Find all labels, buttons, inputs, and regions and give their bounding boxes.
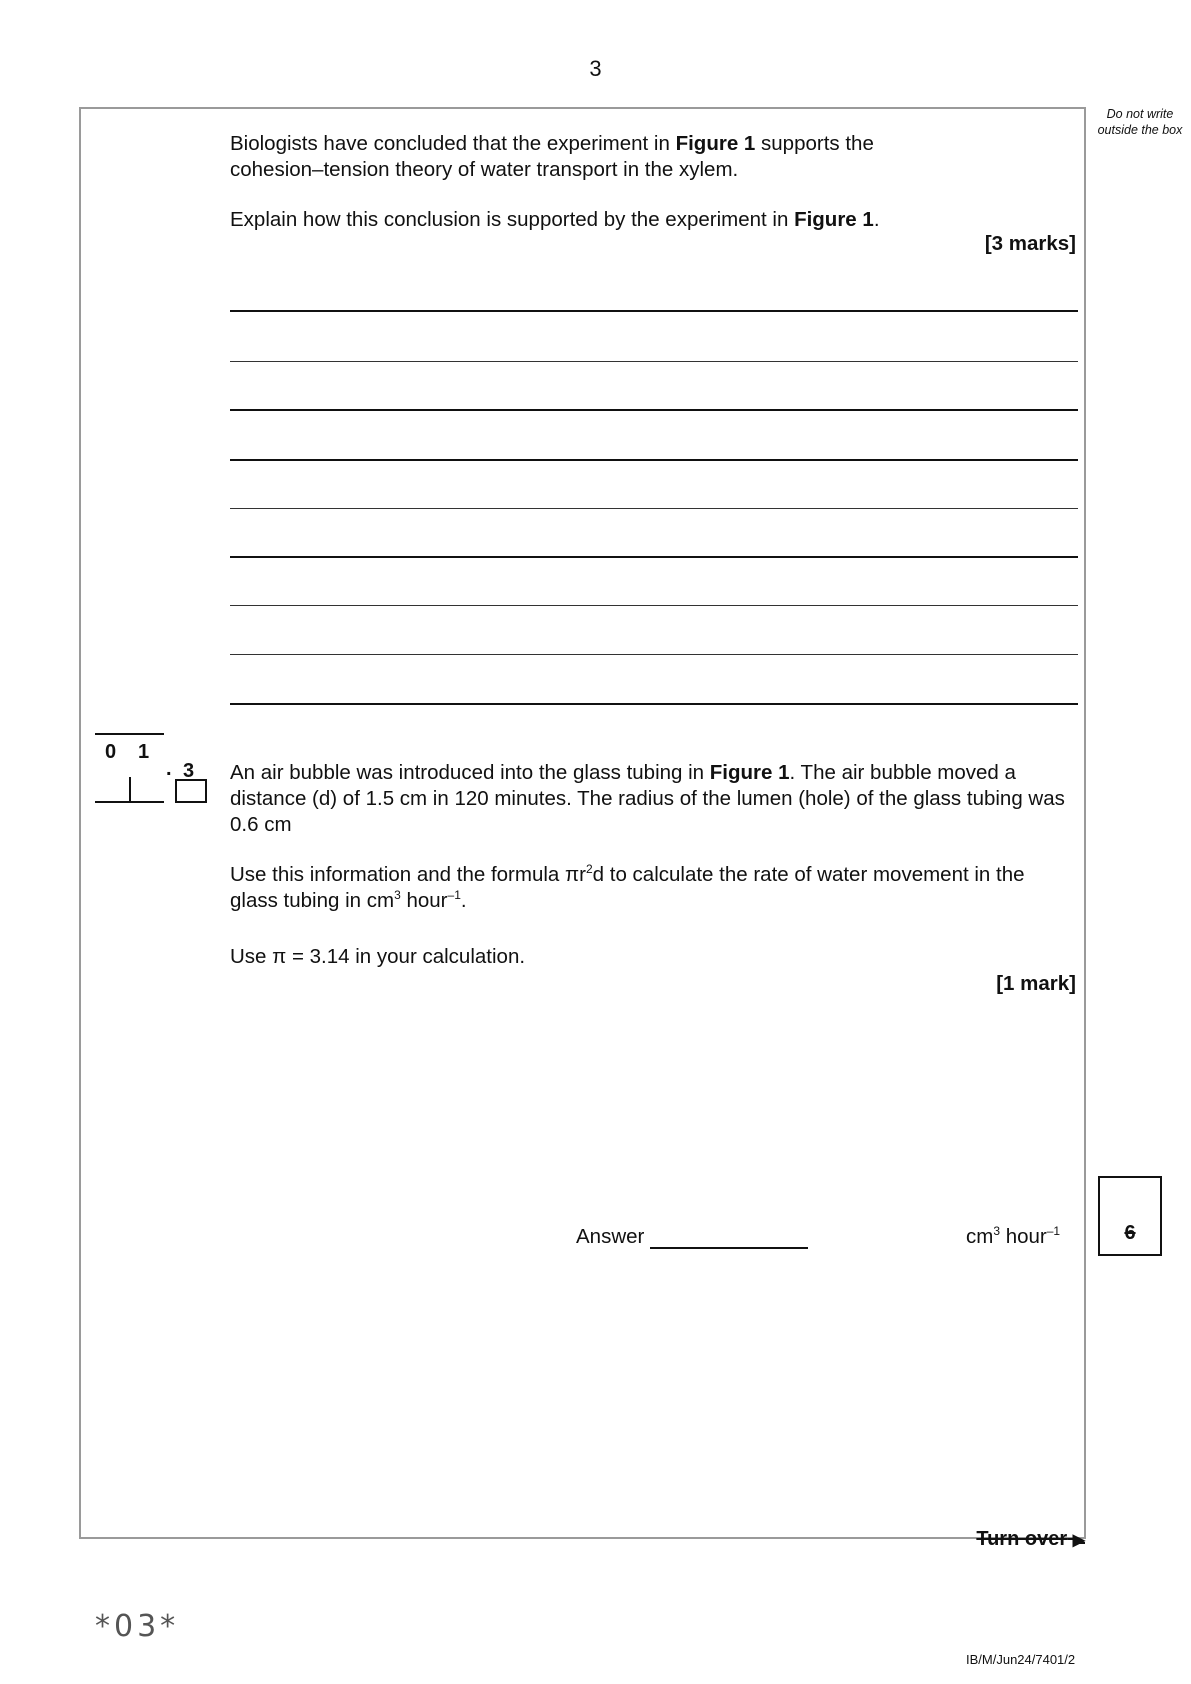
part-a-marks: [3 marks] bbox=[984, 232, 1076, 255]
answer-line[interactable] bbox=[230, 361, 1078, 362]
score-value: 6 bbox=[1124, 1222, 1136, 1244]
answer-line[interactable] bbox=[230, 654, 1078, 655]
answer-line[interactable] bbox=[230, 310, 1078, 312]
answer-label: Answer bbox=[576, 1225, 645, 1248]
answer-line[interactable] bbox=[230, 605, 1078, 606]
turn-over-arrow-icon: ▶ bbox=[1072, 1532, 1085, 1549]
part-a-intro: Biologists have concluded that the experiment in Figure 1 supports the cohesion–tension theory of water transport in the xylem. bbox=[230, 132, 874, 181]
answer-line[interactable] bbox=[230, 556, 1078, 558]
answer-line[interactable] bbox=[230, 508, 1078, 509]
answer-line[interactable] bbox=[230, 703, 1078, 705]
footer-reference: IB/M/Jun24/7401/2 bbox=[966, 1652, 1076, 1667]
question-number: 0 1 . 3 bbox=[95, 732, 215, 812]
question-sub-number: 3 bbox=[183, 760, 195, 782]
answer-blank[interactable] bbox=[650, 1247, 808, 1249]
page-number: 3 bbox=[589, 56, 602, 81]
margin-note: Do not write outside the box bbox=[1097, 107, 1183, 137]
question-digit-1: 0 bbox=[105, 741, 117, 763]
question-paragraph-3: Use π = 3.14 in your calculation. bbox=[230, 945, 526, 968]
barcode-text: *03* bbox=[95, 1609, 180, 1644]
turn-over: Turn over ▶ bbox=[976, 1528, 1085, 1550]
answer-line[interactable] bbox=[230, 409, 1078, 411]
part-a-instruction: Explain how this conclusion is supported by the experiment in Figure 1. bbox=[230, 208, 880, 231]
answer-line[interactable] bbox=[230, 459, 1078, 461]
question-marks: [1 mark] bbox=[996, 972, 1076, 995]
question-paragraph-1: An air bubble was introduced into the glass tubing in Figure 1. The air bubble moved a distance (d) of 1.5 cm in 120 minutes. The radius of the lumen (hole) of the glass tubing was 0.6 cm bbox=[230, 761, 1065, 836]
question-paragraph-2: Use this information and the formula $\pi r^2d$ to calculate the rate of water movement in the glass tubing in $cm^3$ hour$^{-1}$. bbox=[230, 862, 1025, 912]
sub-number-box bbox=[175, 779, 207, 803]
answer-unit: $cm^3$ hour$^{-1}$ bbox=[966, 1224, 1061, 1248]
question-digit-2: 1 bbox=[138, 741, 150, 763]
